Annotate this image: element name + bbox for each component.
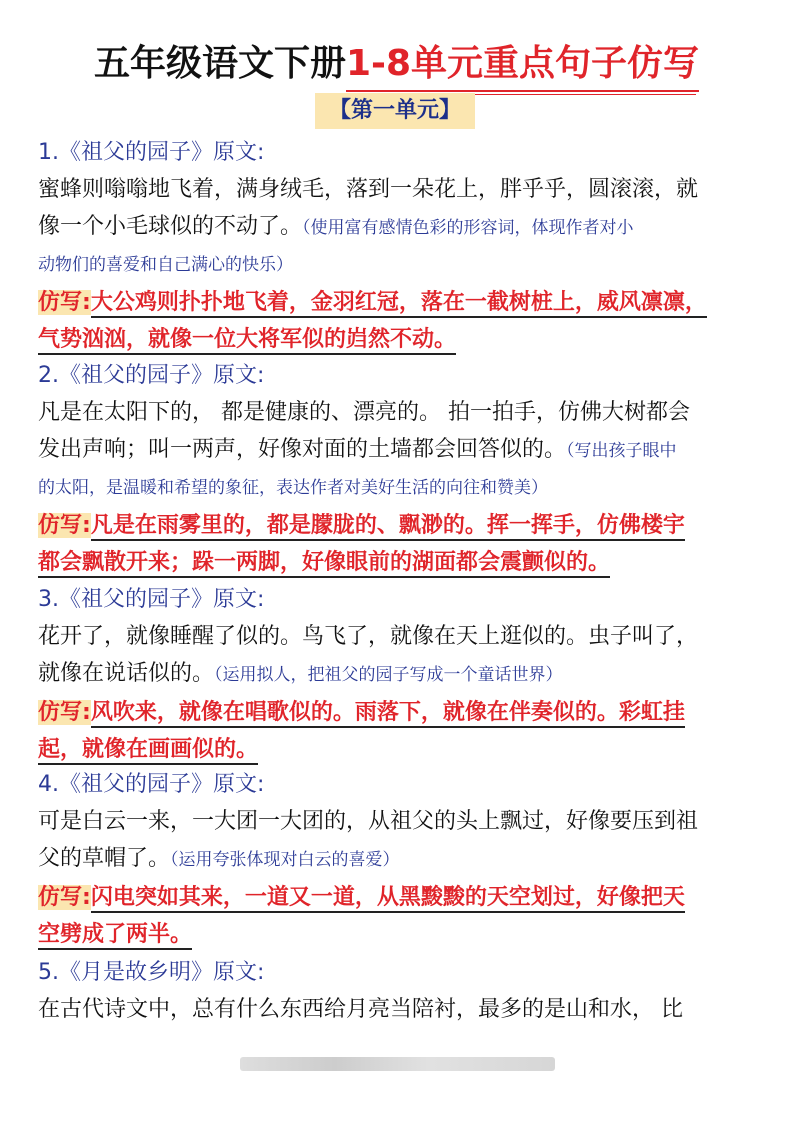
original-line: 花开了，就像睡醒了似的。鸟飞了，就像在天上逛似的。虫子叫了， <box>38 624 699 649</box>
section-heading: 5.《月是故乡明》原文: <box>38 960 265 985</box>
original-text: 就像在说话似的。 <box>38 661 215 686</box>
imitation-line <box>38 694 758 731</box>
imitation-line <box>38 284 758 321</box>
imitation-line <box>38 879 758 916</box>
annotation-note: 动物们的喜爱和自己满心的快乐） <box>38 255 293 275</box>
page-title <box>0 38 793 92</box>
imitation-text: 起，就像在画画似的。 <box>38 737 258 765</box>
section-1 <box>38 135 758 358</box>
title-black-part: 五年级语文下册 <box>93 43 346 84</box>
imitation-text: 气势汹汹，就像一位大将军似的岿然不动。 <box>38 327 456 355</box>
original-line <box>38 431 758 470</box>
imitation-line <box>38 321 758 358</box>
imitation-label: 仿写: <box>38 513 91 538</box>
imitation-line <box>38 916 758 953</box>
imitation-text: 闪电突如其来，一道又一道，从黑黢黢的天空划过，好像把天 <box>91 885 685 913</box>
section-heading: 1.《祖父的园子》原文: <box>38 140 265 165</box>
imitation-label: 仿写: <box>38 700 91 725</box>
imitation-text: 大公鸡则扑扑地飞着，金羽红冠，落在一截树桩上，威风凛凛， <box>91 290 707 318</box>
original-text: 发出声响；叫一两声，好像对面的土墙都会回答似的。 <box>38 437 567 462</box>
blurred-footer-watermark <box>240 1057 555 1071</box>
original-text: 父的草帽了。 <box>38 846 171 871</box>
annotation-note: （运用夸张体现对白云的喜爱） <box>170 850 400 870</box>
annotation-note: （使用富有感情色彩的形容词，体现作者对小 <box>302 218 634 238</box>
section-heading: 3.《祖父的园子》原文: <box>38 587 265 612</box>
original-line <box>38 208 758 247</box>
imitation-label: 仿写: <box>38 885 91 910</box>
section-4 <box>38 767 758 953</box>
imitation-line <box>38 544 758 581</box>
section-heading: 4.《祖父的园子》原文: <box>38 772 265 797</box>
annotation-note: （运用拟人，把祖父的园子写成一个童话世界） <box>214 665 563 685</box>
original-line <box>38 655 758 694</box>
original-line: 蜜蜂则嗡嗡地飞着，满身绒毛，落到一朵花上，胖乎乎，圆滚滚，就 <box>38 177 699 202</box>
imitation-label: 仿写: <box>38 290 91 315</box>
imitation-text: 风吹来，就像在唱歌似的。雨落下，就像在伴奏似的。彩虹挂 <box>91 700 685 728</box>
annotation-note: 的太阳，是温暖和希望的象征，表达作者对美好生活的向往和赞美） <box>38 478 548 498</box>
imitation-text: 空劈成了两半。 <box>38 922 192 950</box>
annotation-note: （写出孩子眼中 <box>566 441 677 461</box>
imitation-text: 凡是在雨雾里的，都是朦胧的、飘渺的。挥一挥手，仿佛楼宇 <box>91 513 685 541</box>
imitation-text: 都会飘散开来；跺一两脚，好像眼前的湖面都会震颤似的。 <box>38 550 610 578</box>
title-red-part: 1-8单元重点句子仿写 <box>346 38 699 92</box>
imitation-line <box>38 731 758 768</box>
section-5 <box>38 955 758 1028</box>
unit-label: 【第一单元】 <box>315 93 475 129</box>
section-2 <box>38 358 758 581</box>
imitation-line <box>38 507 758 544</box>
original-line: 可是白云一来，一大团一大团的，从祖父的头上飘过，好像要压到祖 <box>38 809 699 834</box>
original-line <box>38 840 758 879</box>
original-line: 凡是在太阳下的， 都是健康的、漂亮的。 拍一拍手，仿佛大树都会 <box>38 400 690 425</box>
section-3 <box>38 582 758 768</box>
section-heading: 2.《祖父的园子》原文: <box>38 363 265 388</box>
original-text: 像一个小毛球似的不动了。 <box>38 214 303 239</box>
original-line: 在古代诗文中，总有什么东西给月亮当陪衬，最多的是山和水， 比 <box>38 997 683 1022</box>
